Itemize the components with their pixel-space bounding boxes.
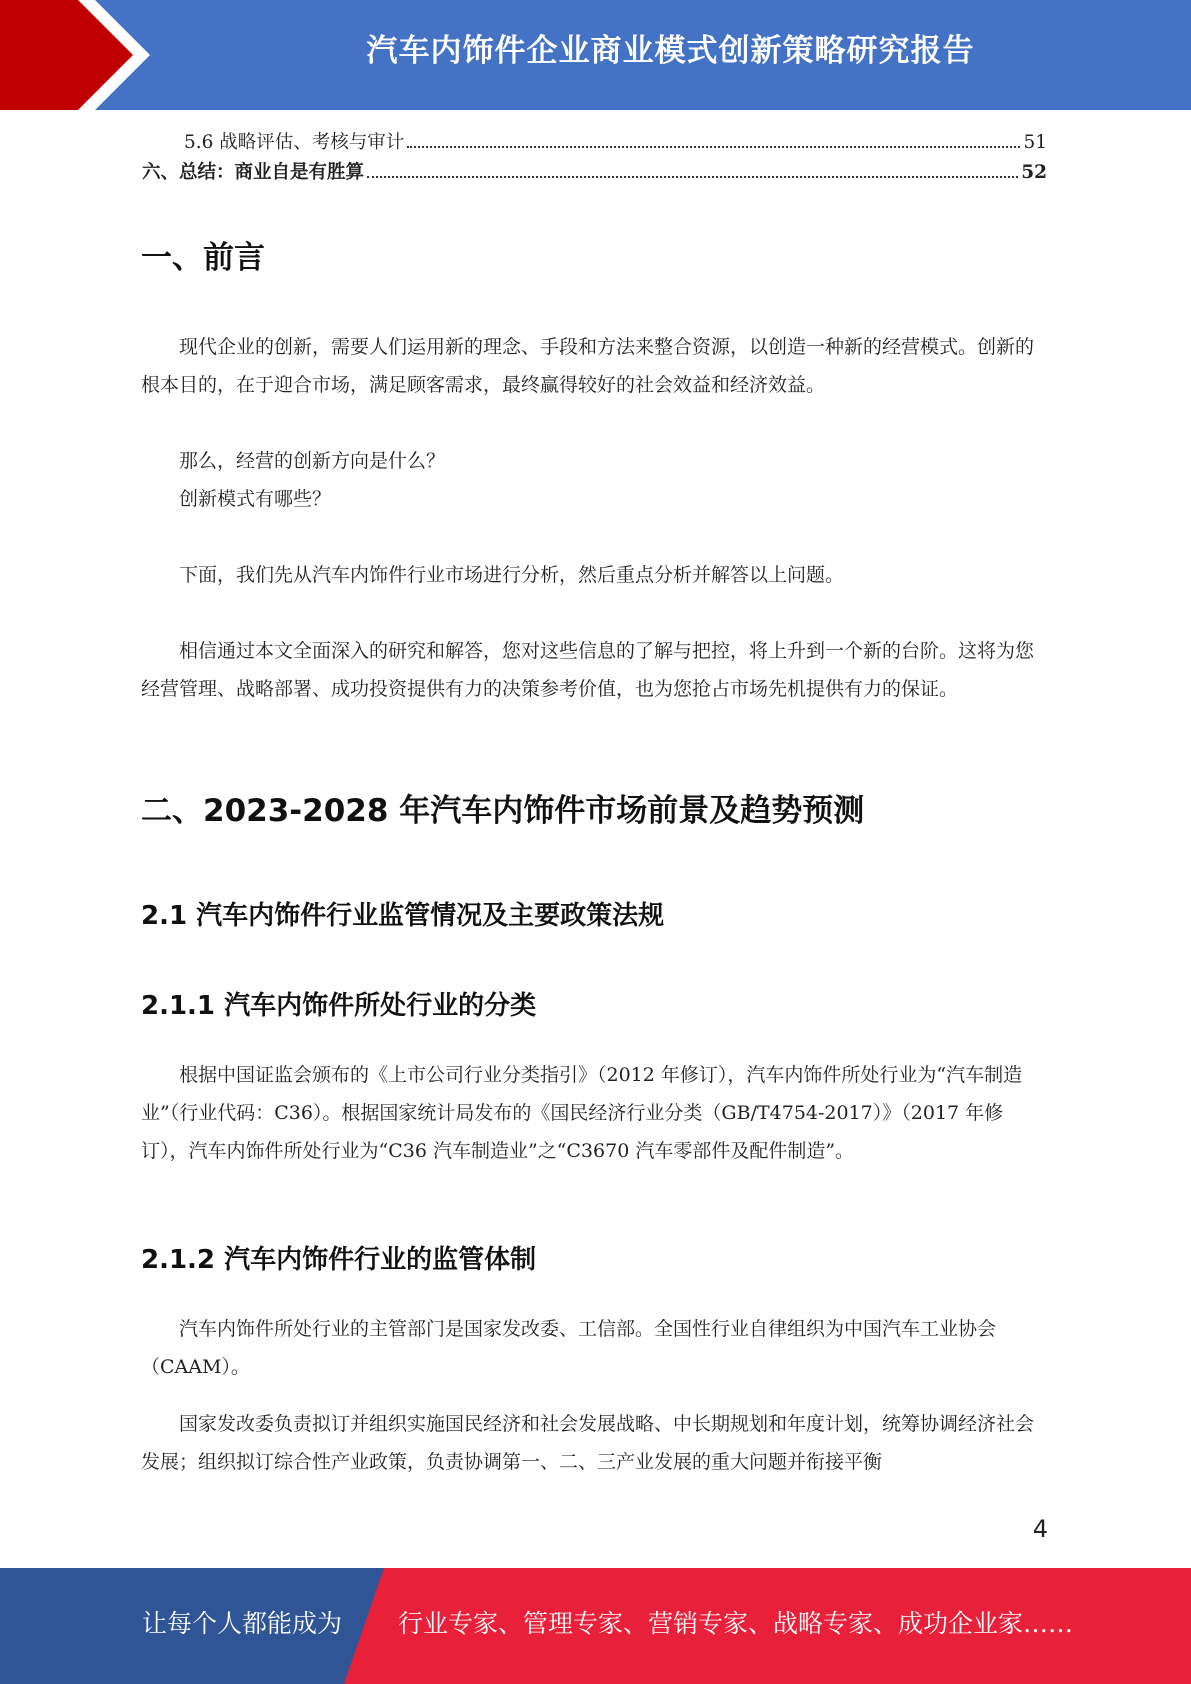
section-heading-market-outlook: 二、2023-2028 年汽车内饰件市场前景及趋势预测 [141,793,865,829]
toc-entry[interactable] [184,128,1047,158]
toc-entry-label: 5.6 战略评估、考核与审计 [184,132,405,153]
toc-entry-page: 51 [1023,132,1047,153]
toc-leader-dots [407,146,1020,148]
toc-leader-dots [367,176,1018,178]
toc-entry-page: 52 [1021,162,1047,183]
paragraph: 汽车内饰件所处行业的主管部门是国家发改委、工信部。全国性行业自律组织为中国汽车工业协会（CAAM）。 [141,1318,997,1378]
footer-slogan-right: 行业专家、管理专家、营销专家、战略专家、成功企业家…… [398,1609,1074,1638]
paragraph: 下面，我们先从汽车内饰件行业市场进行分析，然后重点分析并解答以上问题。 [179,564,845,586]
footer-slogan-left: 让每个人都能成为 [142,1609,343,1638]
subsection-heading-2-1-2: 2.1.2 汽车内饰件行业的监管体制 [141,1245,537,1275]
paragraph: 创新模式有哪些？ [179,488,332,510]
toc-entry[interactable] [142,158,1047,188]
section-heading-preface: 一、前言 [141,240,265,276]
subsection-heading-2-1: 2.1 汽车内饰件行业监管情况及主要政策法规 [141,901,665,931]
paragraph: 相信通过本文全面深入的研究和解答，您对这些信息的了解与把控，将上升到一个新的台阶。这将为您经营管理、战略部署、成功投资提供有力的决策参考价值，也为您抢占市场先机提供有力的保证。 [141,640,1035,700]
page-number: 4 [1032,1515,1048,1543]
paragraph: 现代企业的创新，需要人们运用新的理念、手段和方法来整合资源，以创造一种新的经营模式。创新的根本目的，在于迎合市场，满足顾客需求，最终赢得较好的社会效益和经济效益。 [141,336,1035,396]
report-title: 汽车内饰件企业商业模式创新策略研究报告 [366,33,975,69]
toc-entry-label: 六、总结：商业自是有胜算 [142,162,365,183]
page-header [0,0,1191,110]
paragraph: 根据中国证监会颁布的《上市公司行业分类指引》（2012 年修订），汽车内饰件所处行业为“汽车制造业”（行业代码：C36）。根据国家统计局发布的《国民经济行业分类（GB/T4754-2017）》（2017 年修订），汽车内饰件所处行业为“C36 汽车制造业”之“C3670 汽车零部件及配件制造”。 [141,1064,1023,1162]
paragraph: 国家发改委负责拟订并组织实施国民经济和社会发展战略、中长期规划和年度计划，统筹协调经济社会发展；组织拟订综合性产业政策，负责协调第一、二、三产业发展的重大问题并衔接平衡 [141,1413,1035,1473]
subsection-heading-2-1-1: 2.1.1 汽车内饰件所处行业的分类 [141,991,537,1021]
paragraph: 那么，经营的创新方向是什么？ [179,450,446,472]
page-footer [0,1568,1191,1684]
